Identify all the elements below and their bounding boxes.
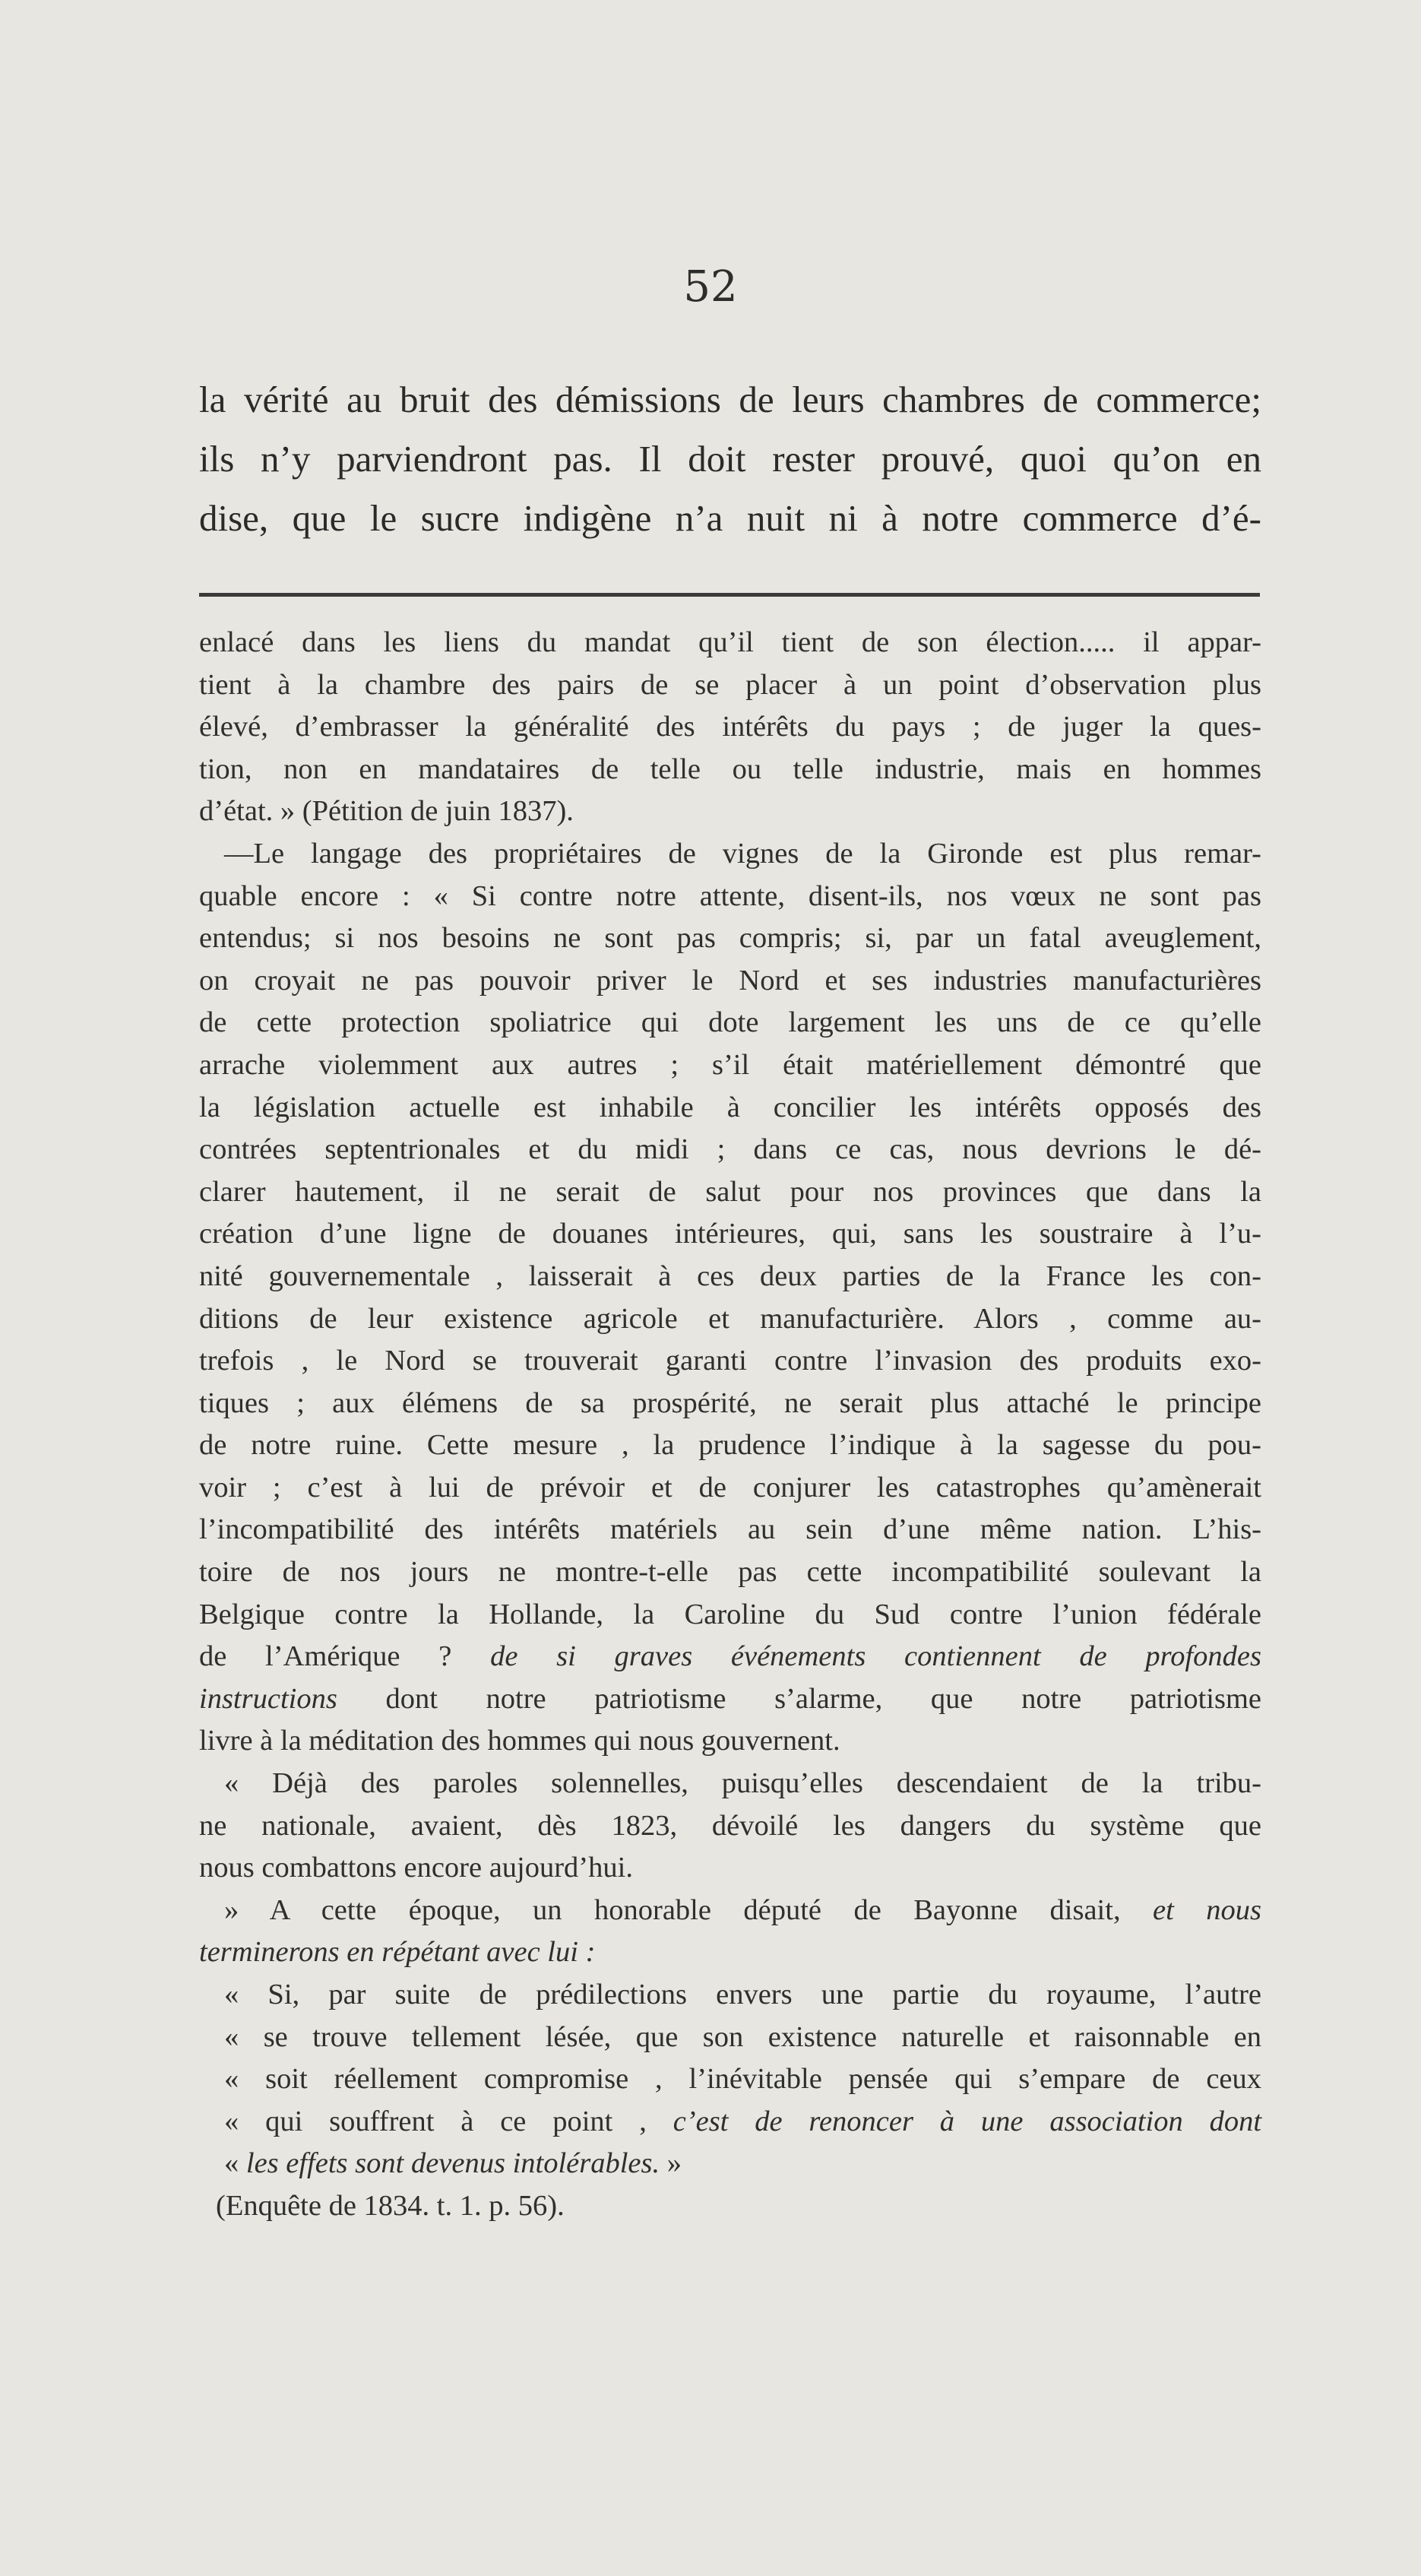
footnote-line: de cette protection spoliatrice qui dote largement les uns de ce qu’elle [199, 1006, 1261, 1039]
footnote-line: voir ; c’est à lui de prévoir et de conjurer les catastrophes qu’amènerait [199, 1471, 1261, 1503]
footnote-separator-rule [199, 593, 1260, 597]
page-number: 52 [683, 262, 738, 312]
footnote-line [199, 1890, 1261, 1932]
footnote-line: la législation actuelle est inhabile à concilier les intérêts opposés des [199, 1091, 1261, 1123]
footnote-italic-text: et nous [1153, 1893, 1261, 1926]
footnote-line [199, 2143, 1261, 2185]
footnote-line: « Déjà des paroles solennelles, puisqu’elles descendaient de la tribu- [224, 1767, 1261, 1800]
footnote-text: « qui souffrent à ce point , [224, 2105, 647, 2137]
footnote-line: Belgique contre la Hollande, la Caroline du Sud contre l’union fédérale [199, 1598, 1261, 1630]
footnote-line: toire de nos jours ne montre-t-elle pas cette incompatibilité soulevant la [199, 1556, 1261, 1589]
footnote-line: « Si, par suite de prédilections envers une partie du royaume, l’autre [224, 1979, 1261, 2010]
footnote-line: arrache violemment aux autres ; s’il était matériellement démontré que [199, 1048, 1261, 1081]
footnote-line: enlacé dans les liens du mandat qu’il tient de son élection..... il appar- [199, 626, 1261, 658]
footnote-italic-text: instructions [199, 1682, 337, 1715]
footnote-text: « [224, 2147, 239, 2180]
footnote-line: quable encore : « Si contre notre attente, disent-ils, nos vœux ne sont pas [199, 879, 1261, 912]
footnote-line: tient à la chambre des pairs de se placer à un point d’observation plus [199, 668, 1261, 701]
footnote-italic-text: les effets sont devenus intolérables. [245, 2147, 660, 2180]
footnote-line: nité gouvernementale , laisserait à ces deux parties de la France les con- [199, 1259, 1261, 1292]
footnote-line: livre à la méditation des hommes qui nous gouvernent. [199, 1725, 840, 1757]
footnote-line: l’incompatibilité des intérêts matériels au sein d’une même nation. L’his- [199, 1513, 1261, 1546]
footnote-line: tion, non en mandataires de telle ou telle industrie, mais en hommes [199, 753, 1261, 785]
footnote-text: » [666, 2147, 682, 2180]
footnote-line: on croyait ne pas pouvoir priver le Nord et ses industries manufacturières [199, 964, 1261, 996]
footnote-line: trefois , le Nord se trouverait garanti contre l’invasion des produits exo- [199, 1345, 1261, 1377]
footnote-text: dont notre patriotisme s’alarme, que notre patriotisme [385, 1682, 1262, 1715]
footnote-line [199, 2101, 1261, 2143]
footnote-line: « soit réellement compromise , l’inévitable pensée qui s’empare de ceux [224, 2063, 1261, 2096]
footnote-line: « se trouve tellement lésée, que son existence naturelle et raisonnable en [224, 2020, 1261, 2053]
footnote-line: ditions de leur existence agricole et manufacturière. Alors , comme au- [199, 1302, 1261, 1335]
main-text [199, 370, 1261, 548]
footnote-citation: (Enquête de 1834. t. 1. p. 56). [216, 2189, 565, 2222]
main-line: dise, que le sucre indigène n’a nuit ni à notre commerce d’é- [199, 497, 1261, 539]
footnote-line: —Le langage des propriétaires de vignes de la Gironde est plus remar- [224, 837, 1261, 870]
footnote-line: création d’une ligne de douanes intérieures, qui, sans les soustraire à l’u- [199, 1218, 1261, 1250]
main-line: la vérité au bruit des démissions de leurs chambres de commerce; [199, 379, 1261, 420]
footnote-line: entendus; si nos besoins ne sont pas compris; si, par un fatal aveuglement, [199, 922, 1261, 955]
footnote-line: tiques ; aux élémens de sa prospérité, ne serait plus attaché le principe [199, 1386, 1261, 1419]
footnote-text: de l’Amérique ? [199, 1640, 452, 1673]
footnote-italic-text: c’est de renoncer à une association dont [673, 2105, 1262, 2137]
footnote-line: d’état. » (Pétition de juin 1837). [199, 795, 574, 828]
footnote-line: élevé, d’embrasser la généralité des intérêts du pays ; de juger la ques- [199, 711, 1261, 743]
footnote-line: clarer hautement, il ne serait de salut pour nos provinces que dans la [199, 1175, 1261, 1208]
footnote-line [199, 1636, 1261, 1678]
footnote-line [199, 1931, 1261, 1974]
footnote-italic-text: de si graves événements contiennent de profondes [490, 1640, 1262, 1673]
footnote-line: contrées septentrionales et du midi ; dans ce cas, nous devrions le dé- [199, 1133, 1261, 1166]
footnote-block [199, 622, 1261, 2228]
footnote-line: de notre ruine. Cette mesure , la prudence l’indique à la sagesse du pou- [199, 1429, 1261, 1462]
footnote-italic-text: terminerons en répétant avec lui : [199, 1936, 596, 1969]
footnote-line: ne nationale, avaient, dès 1823, dévoilé les dangers du système que [199, 1809, 1261, 1842]
footnote-line [199, 1678, 1261, 1721]
main-line: ils n’y parviendront pas. Il doit rester prouvé, quoi qu’on en [199, 438, 1261, 480]
footnote-line: nous combattons encore aujourd’hui. [199, 1852, 633, 1884]
footnote-text: » A cette époque, un honorable député de Bayonne disait, [224, 1893, 1121, 1926]
